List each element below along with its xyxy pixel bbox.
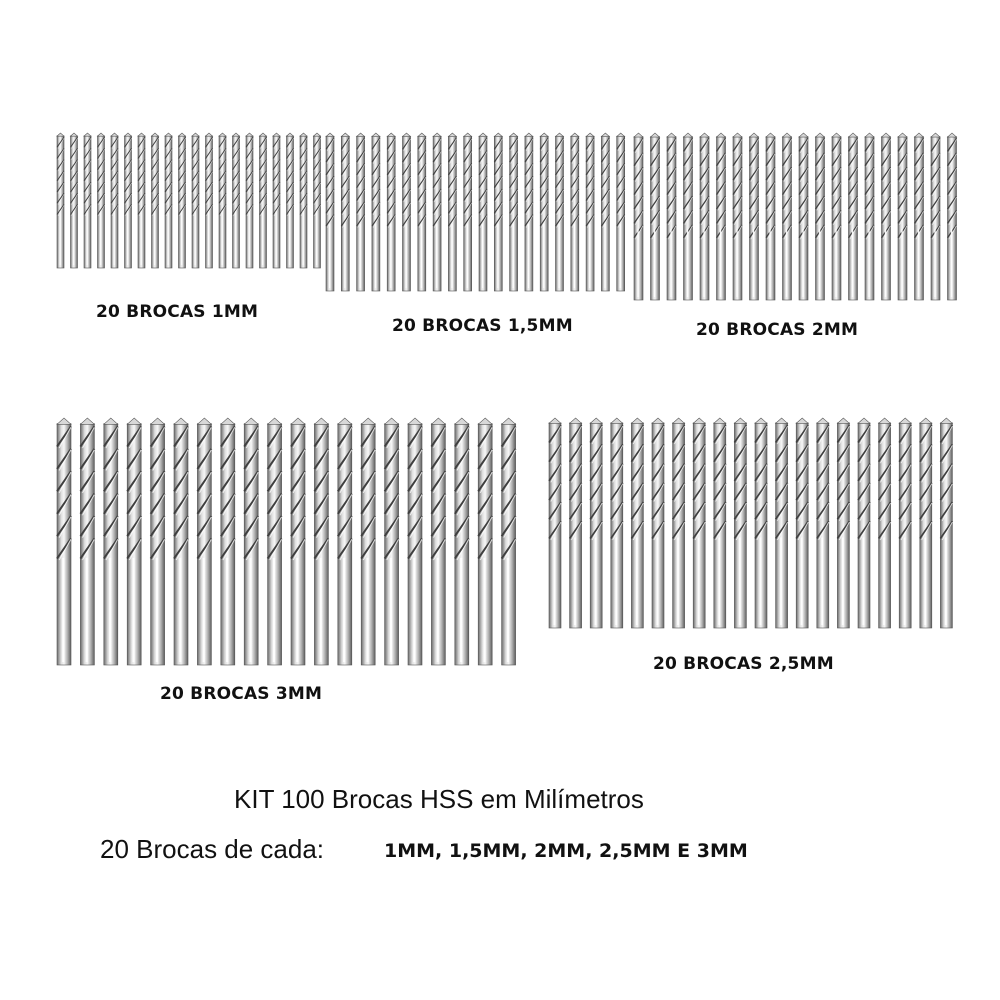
drill-bit (783, 133, 792, 300)
drill-bit (899, 418, 911, 628)
drill-bit (455, 418, 469, 665)
drill-bit (755, 418, 767, 628)
drill-bit (714, 418, 726, 628)
drill-bit (667, 133, 676, 300)
drill-bit (206, 133, 213, 268)
drill-group-1-5mm (326, 133, 625, 291)
drill-bit (882, 133, 891, 300)
drill-bit (571, 133, 579, 291)
drill-bit (338, 418, 352, 665)
group-label-3mm: 20 BROCAS 3MM (160, 684, 323, 704)
drill-bit (816, 133, 825, 300)
drill-bit (931, 133, 940, 300)
drill-bit (273, 133, 280, 268)
drill-bit (418, 133, 426, 291)
drill-bit (165, 133, 172, 268)
drill-bit (197, 418, 211, 665)
drill-bit (174, 418, 188, 665)
drill-bit (431, 418, 445, 665)
drill-bit (898, 133, 907, 300)
drill-bit (915, 133, 924, 300)
drill-bit (652, 418, 664, 628)
drill-bit (361, 418, 375, 665)
group-label-1-5mm: 20 BROCAS 1,5MM (392, 316, 573, 336)
drill-bit (717, 133, 726, 300)
drill-bit (408, 418, 422, 665)
drill-group-2mm (634, 133, 957, 300)
drill-group-2-5mm (549, 418, 952, 628)
drill-bit (314, 418, 328, 665)
drill-bit (387, 133, 395, 291)
drill-bit (244, 418, 258, 665)
each-size-prefix: 20 Brocas de cada: (100, 834, 325, 864)
drill-bit (151, 418, 165, 665)
drill-bit (700, 133, 709, 300)
drill-bit (478, 418, 492, 665)
drill-bit (631, 418, 643, 628)
drill-bit (570, 418, 582, 628)
drill-group-1mm (57, 133, 321, 268)
group-label-2-5mm: 20 BROCAS 2,5MM (653, 654, 834, 674)
drill-bit (734, 418, 746, 628)
drill-bit (268, 418, 282, 665)
drill-bit (341, 133, 349, 291)
drill-bit (502, 418, 516, 665)
drill-bit (837, 418, 849, 628)
drill-bit (300, 133, 307, 268)
drill-bit (940, 418, 952, 628)
drill-bit (448, 133, 456, 291)
drill-bit (403, 133, 411, 291)
sizes-list: 1MM, 1,5MM, 2MM, 2,5MM E 3MM (384, 840, 748, 862)
drill-bit (601, 133, 609, 291)
drill-bit (796, 418, 808, 628)
drill-bit (590, 418, 602, 628)
drill-bit (766, 133, 775, 300)
drill-bit (221, 418, 235, 665)
drill-bit (549, 418, 561, 628)
drill-bit (684, 133, 693, 300)
drill-bit (57, 418, 71, 665)
drill-bit (733, 133, 742, 300)
kit-title: KIT 100 Brocas HSS em Milímetros (234, 784, 644, 814)
drill-bit (246, 133, 253, 268)
drill-bit (693, 418, 705, 628)
group-label-1mm: 20 BROCAS 1MM (96, 302, 259, 322)
drill-bit (291, 418, 305, 665)
drill-bit (858, 418, 870, 628)
drill-bit (634, 133, 643, 300)
drill-bit (219, 133, 226, 268)
drill-bit (287, 133, 294, 268)
drill-group-3mm (57, 418, 516, 665)
drill-bit (84, 133, 91, 268)
drill-bit (817, 418, 829, 628)
drill-bit (233, 133, 240, 268)
drill-bit (57, 133, 64, 268)
drill-bit (127, 418, 141, 665)
drill-bit (464, 133, 472, 291)
drill-bit (879, 418, 891, 628)
drill-bit (260, 133, 267, 268)
drill-bit (357, 133, 365, 291)
drill-bit (799, 133, 808, 300)
drill-bit (611, 418, 623, 628)
drill-bit (138, 133, 145, 268)
drill-bit (125, 133, 132, 268)
drill-bit (617, 133, 625, 291)
drill-bit (104, 418, 118, 665)
drill-bit (948, 133, 957, 300)
group-label-2mm: 20 BROCAS 2MM (696, 320, 859, 340)
drill-bit (385, 418, 399, 665)
drill-bit (179, 133, 186, 268)
drill-bit (776, 418, 788, 628)
drill-bit (494, 133, 502, 291)
drill-bit (556, 133, 564, 291)
drill-bit (750, 133, 759, 300)
drill-bit (192, 133, 199, 268)
drill-bit (510, 133, 518, 291)
drill-bit (326, 133, 334, 291)
drill-bit (849, 133, 858, 300)
drill-bit (673, 418, 685, 628)
drill-bit (525, 133, 533, 291)
drill-bit (314, 133, 321, 268)
drill-bit (111, 133, 118, 268)
drill-bit (586, 133, 594, 291)
drill-bit (71, 133, 78, 268)
drill-bit (920, 418, 932, 628)
drill-bit (832, 133, 841, 300)
drill-bit (433, 133, 441, 291)
drill-bit (80, 418, 94, 665)
drill-bit (540, 133, 548, 291)
drill-bit (372, 133, 380, 291)
drill-bit (479, 133, 487, 291)
drill-bit (651, 133, 660, 300)
drill-bit (865, 133, 874, 300)
drill-bit (98, 133, 105, 268)
drill-bit (152, 133, 159, 268)
